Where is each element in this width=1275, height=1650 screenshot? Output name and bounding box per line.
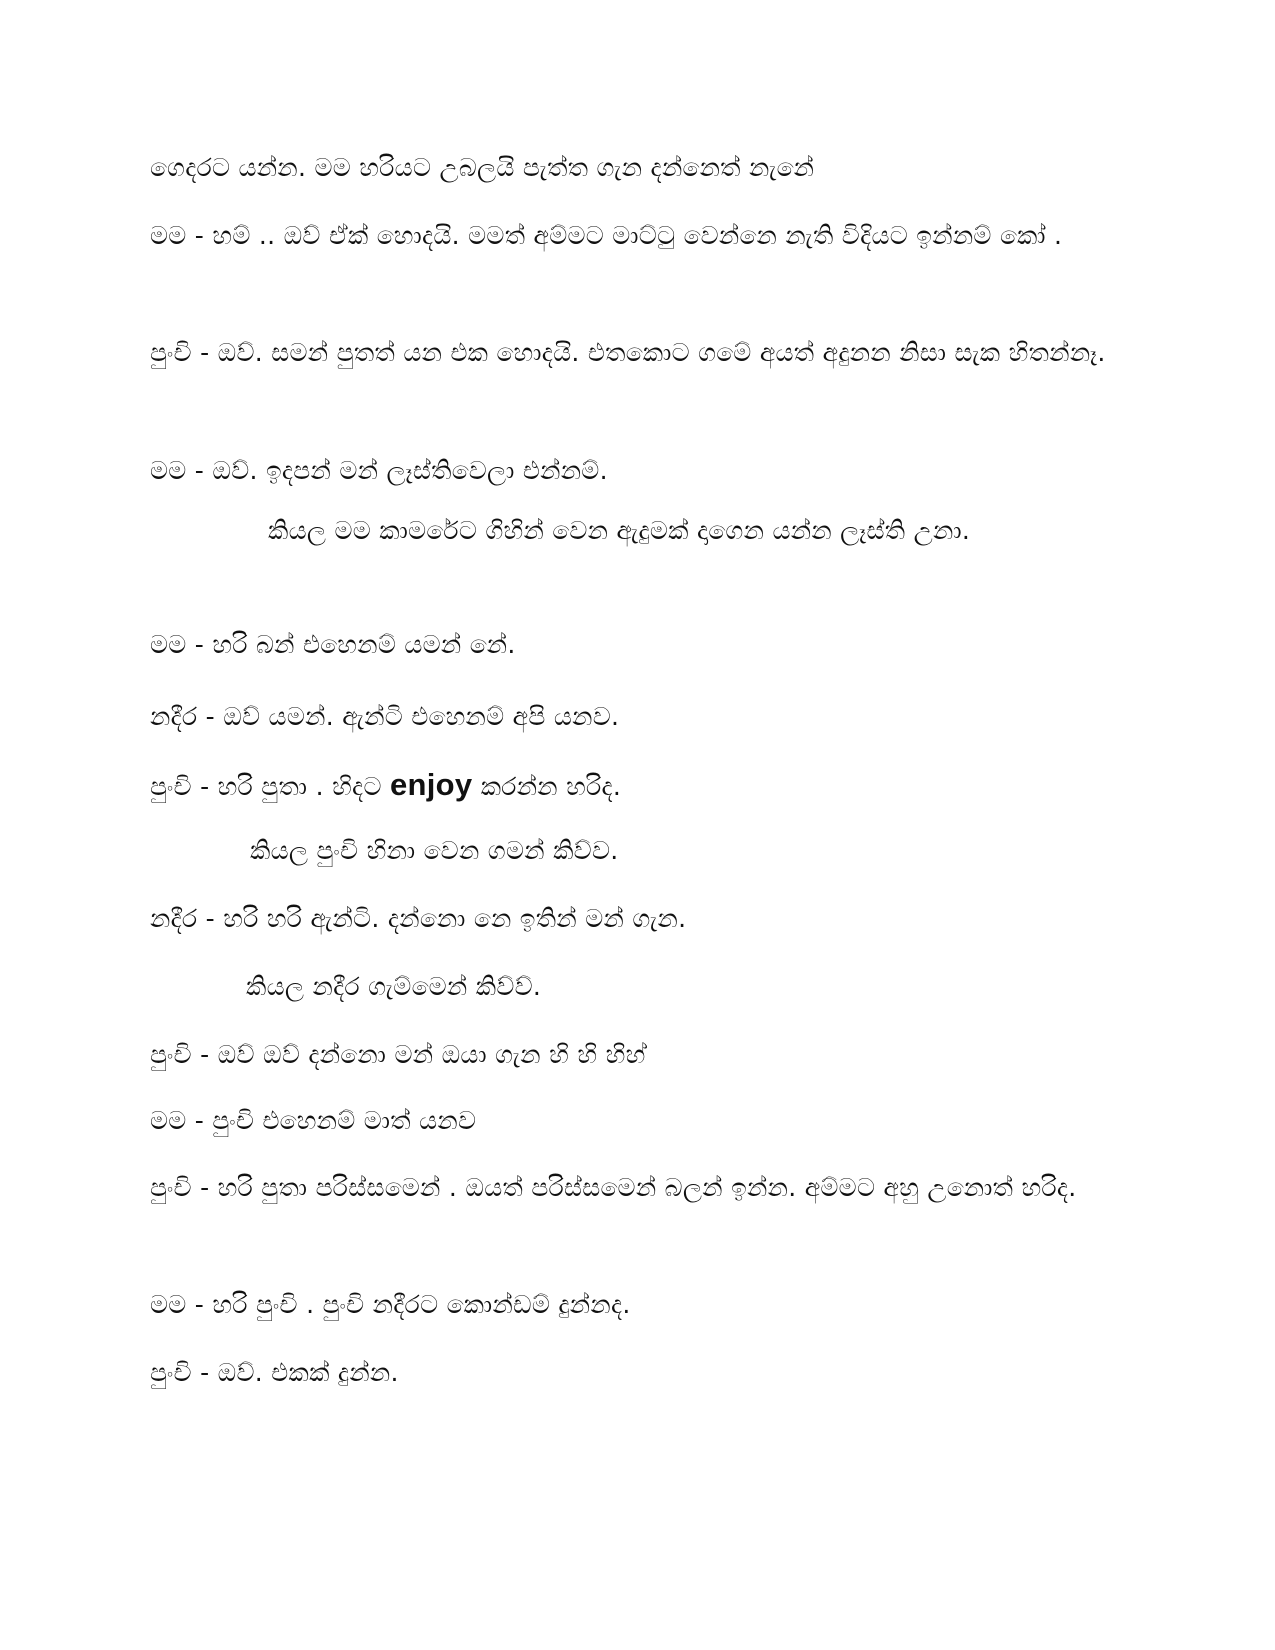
paragraph-8-english-word: enjoy (389, 767, 473, 802)
paragraph-12: පුංචි - ඔව් ඔව් දන්නො මන් ඔයා ගැන හි හි හිහ් (150, 1040, 646, 1069)
paragraph-11: කියල නදීර ගැම්මෙන් කිව්ව්. (246, 972, 542, 1001)
paragraph-16: පුංචි - ඔව්. එකක් දුන්න. (150, 1358, 399, 1387)
paragraph-6: මම - හරි බන් එහෙනම් යමන් නේ. (150, 630, 516, 659)
paragraph-2: මම - හම් .. ඔව් ඒක් හොදයි. මමත් අම්මට මාට්ටු වෙන්නෙ නැති විදියට ඉන්නම් කෝ . (150, 221, 1063, 250)
paragraph-13: මම - පුංචි එහෙනම් මාත් යනව (150, 1106, 477, 1135)
paragraph-5: කියල මම කාමරේට ගිහින් වෙන ඇදුමක් දාගෙන යන්න ලෑස්ති උනා. (268, 516, 971, 545)
paragraph-14: පුංචි - හරි පුතා පරිස්සමෙන් . ඔයත් පරිස්සමෙන් බලන් ඉන්න. අම්මට අහු උනොත් හරිද. (150, 1173, 1077, 1202)
paragraph-8 (150, 754, 1110, 818)
paragraph-10: නදීර - හරි හරි ඇන්ටි. දන්නො නෙ ඉතින් මන් ගැන. (150, 904, 687, 933)
paragraph-3: පුංචි - ඔව්. සමන් පුතත් යන එක හොදයි. එතකොට ගමේ අයත් අදුනන නිසා සැක හිතන්නෑ. (150, 338, 1106, 367)
paragraph-1: ගෙදරට යන්න. මම හරියට උබලයි පැත්ත ගැන දන්නෙත් නැනේ (150, 153, 815, 182)
paragraph-9: කියල පුංචි හිනා වෙන ගමන් කිව්ව. (250, 836, 619, 865)
paragraph-8-lead: පුංචි - හරි පුතා . හිදට (150, 772, 390, 801)
paragraph-7: නදීර - ඔව් යමන්. ඇන්ටි එහෙනම් අපි යනව. (150, 702, 620, 731)
paragraph-15: මම - හරි පුංචි . පුංචි නදීරට කොන්ඩම් දුන්නද. (150, 1290, 631, 1319)
paragraph-4: මම - ඔව්. ඉදපන් මන් ලෑස්තිවෙලා එන්නම්. (150, 456, 608, 485)
paragraph-8-tail: කරන්න හරිද. (472, 772, 622, 801)
